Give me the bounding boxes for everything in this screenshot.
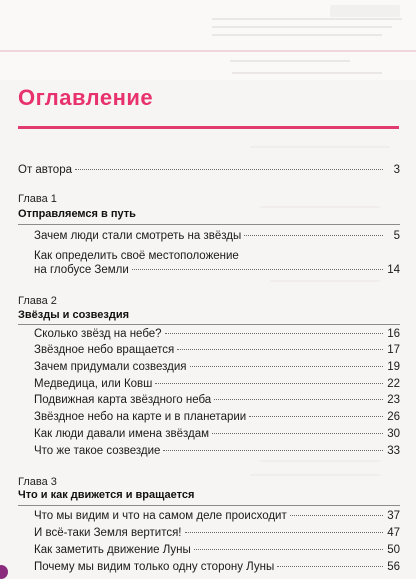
toc-entry-page: 37 xyxy=(387,510,400,522)
toc-entry-page: 22 xyxy=(387,378,400,390)
toc-entry-page: 26 xyxy=(387,411,400,423)
toc-entry-page: 33 xyxy=(387,445,400,457)
toc-entry-page: 47 xyxy=(387,527,400,539)
toc-entry-title: Что же такое созвездие xyxy=(34,445,161,457)
toc-entry-page: 30 xyxy=(387,428,400,440)
toc-entry-title: Сколько звёзд на небе? xyxy=(34,328,162,340)
toc-entry-page: 16 xyxy=(387,328,400,340)
toc-entry-title: От автора xyxy=(18,164,72,176)
toc-entry[interactable] xyxy=(34,410,400,424)
decorative-rule-top xyxy=(0,50,416,52)
toc-entry-title: Почему мы видим только одну сторону Луны xyxy=(34,561,275,573)
toc-entry-title-continuation: на глобусе Земли xyxy=(34,264,129,276)
toc-entry-page: 3 xyxy=(393,164,400,176)
toc-entry[interactable] xyxy=(34,377,400,391)
dot-leader xyxy=(194,549,383,550)
dot-leader xyxy=(277,566,383,567)
page-heading: Оглавление xyxy=(18,85,154,110)
dot-leader xyxy=(249,416,383,417)
toc-entry-title: Медведица, или Ковш xyxy=(34,378,153,390)
toc-entry-title: Зачем придумали созвездия xyxy=(34,361,187,373)
toc-entry[interactable] xyxy=(34,343,400,357)
toc-entry-title: Звёздное небо на карте и в планетарии xyxy=(34,411,247,423)
dot-leader xyxy=(155,383,383,384)
chapter-title: Что и как движется и вращается xyxy=(18,489,195,501)
chapter-title: Звёзды и созвездия xyxy=(18,309,130,321)
chapter-rule xyxy=(18,224,400,225)
toc-entry[interactable] xyxy=(34,444,400,458)
toc-entry[interactable] xyxy=(34,263,400,277)
chapter-title: Отправляемся в путь xyxy=(18,208,136,220)
toc-entry-page: 19 xyxy=(387,361,400,373)
toc-entry-title: Зачем люди стали смотреть на звёзды xyxy=(34,230,242,242)
toc-entry-page: 5 xyxy=(393,230,400,242)
toc-entry-title: Что мы видим и что на самом деле происходит xyxy=(34,510,287,522)
dot-leader xyxy=(177,349,383,350)
heading-rule xyxy=(18,126,399,129)
toc-entry[interactable] xyxy=(34,427,400,441)
dot-leader xyxy=(212,433,383,434)
toc-entry-title: Подвижная карта звёздного неба xyxy=(34,394,212,406)
dot-leader xyxy=(190,366,383,367)
toc-entry[interactable] xyxy=(34,560,400,574)
chapter-label: Глава 1 xyxy=(18,193,57,205)
toc-entry-title: Как заметить движение Луны xyxy=(34,544,191,556)
chapter-label: Глава 3 xyxy=(18,476,57,488)
toc-entry[interactable] xyxy=(34,393,400,407)
toc-entry-page: 17 xyxy=(387,344,400,356)
toc-entry[interactable] xyxy=(34,509,400,523)
toc-entry-title: Как определить своё местоположение xyxy=(34,250,239,262)
toc-entry[interactable] xyxy=(18,163,400,177)
toc-entry[interactable] xyxy=(34,360,400,374)
toc-entry-title: И всё-таки Земля вертится! xyxy=(34,527,182,539)
bleed-through-area xyxy=(0,0,416,80)
dot-leader xyxy=(290,515,383,516)
dot-leader xyxy=(132,269,383,270)
dot-leader xyxy=(244,235,383,236)
chapter-rule xyxy=(18,324,400,325)
toc-entry-page: 50 xyxy=(387,544,400,556)
toc-entry[interactable] xyxy=(34,526,400,540)
toc-entry[interactable] xyxy=(34,229,400,243)
toc-entry-title: Звёздное небо вращается xyxy=(34,344,175,356)
toc-entry-page: 56 xyxy=(387,561,400,573)
chapter-label: Глава 2 xyxy=(18,295,57,307)
dot-leader xyxy=(75,169,383,170)
chapter-rule xyxy=(18,505,400,506)
dot-leader xyxy=(214,399,383,400)
toc-entry-page: 23 xyxy=(387,394,400,406)
toc-entry[interactable] xyxy=(34,543,400,557)
toc-entry-page: 14 xyxy=(387,264,400,276)
dot-leader xyxy=(163,450,383,451)
toc-entry-title: Как люди давали имена звёздам xyxy=(34,428,210,440)
toc-entry[interactable] xyxy=(34,327,400,341)
dot-leader xyxy=(185,532,383,533)
dot-leader xyxy=(165,333,383,334)
decorative-circle xyxy=(0,565,8,579)
